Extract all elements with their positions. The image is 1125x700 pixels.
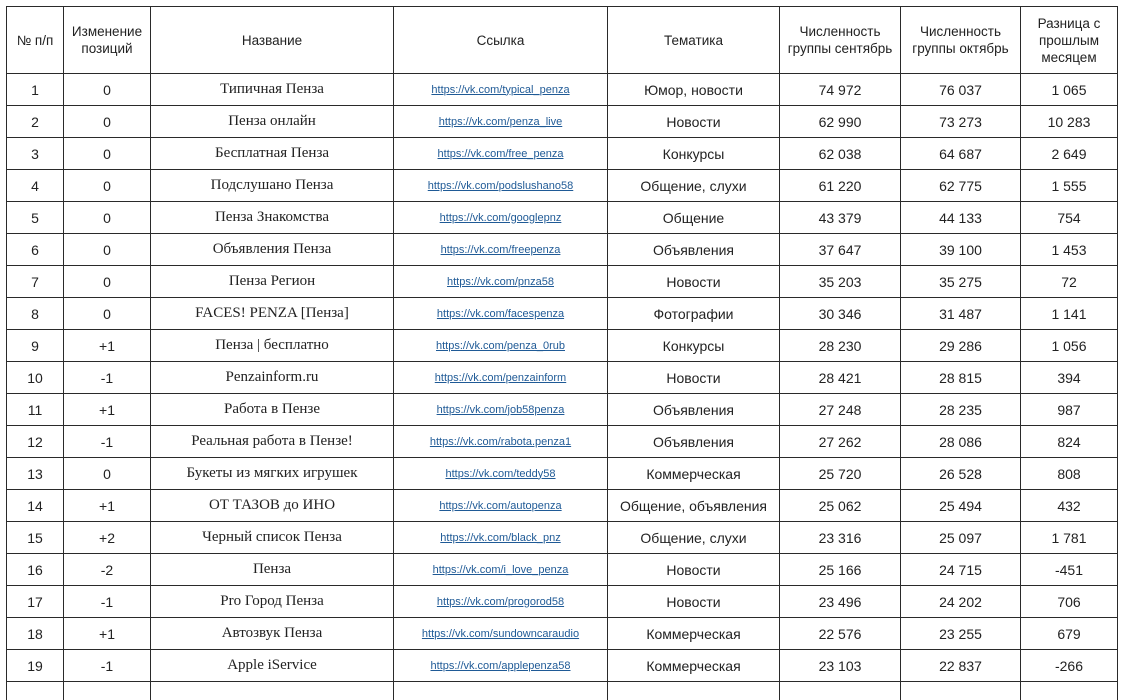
empty-cell (7, 682, 64, 700)
group-link[interactable]: https://vk.com/penza_0rub (436, 340, 565, 352)
cell-change: -2 (64, 554, 151, 586)
cell-diff: 824 (1021, 426, 1118, 458)
header-october: Численность группы октябрь (901, 7, 1021, 74)
cell-name: FACES! PENZA [Пенза] (151, 298, 394, 330)
table-row (7, 298, 1118, 330)
table-row (7, 618, 1118, 650)
cell-change: 0 (64, 266, 151, 298)
cell-october: 64 687 (901, 138, 1021, 170)
cell-topic: Общение, слухи (608, 522, 780, 554)
cell-name: Букеты из мягких игрушек (151, 458, 394, 490)
cell-num: 3 (7, 138, 64, 170)
cell-september: 37 647 (780, 234, 901, 266)
group-link[interactable]: https://vk.com/sundowncaraudio (422, 628, 579, 640)
cell-october: 73 273 (901, 106, 1021, 138)
cell-num: 12 (7, 426, 64, 458)
group-link[interactable]: https://vk.com/podslushano58 (428, 180, 574, 192)
cell-name: Бесплатная Пенза (151, 138, 394, 170)
cell-name: Объявления Пенза (151, 234, 394, 266)
cell-september: 25 166 (780, 554, 901, 586)
header-link: Ссылка (394, 7, 608, 74)
cell-diff: -451 (1021, 554, 1118, 586)
cell-october: 31 487 (901, 298, 1021, 330)
table-row (7, 394, 1118, 426)
cell-name: Черный список Пенза (151, 522, 394, 554)
cell-num: 7 (7, 266, 64, 298)
cell-september: 61 220 (780, 170, 901, 202)
cell-diff: 1 065 (1021, 74, 1118, 106)
cell-september: 23 316 (780, 522, 901, 554)
cell-num: 6 (7, 234, 64, 266)
cell-september: 62 990 (780, 106, 901, 138)
cell-topic: Коммерческая (608, 458, 780, 490)
cell-num: 9 (7, 330, 64, 362)
cell-topic: Новости (608, 554, 780, 586)
cell-change: 0 (64, 138, 151, 170)
cell-change: -1 (64, 586, 151, 618)
cell-name: Типичная Пенза (151, 74, 394, 106)
cell-diff: 2 649 (1021, 138, 1118, 170)
cell-link (394, 330, 608, 362)
header-topic: Тематика (608, 7, 780, 74)
cell-change: 0 (64, 234, 151, 266)
cell-link (394, 106, 608, 138)
cell-link (394, 266, 608, 298)
group-link[interactable]: https://vk.com/i_love_penza (433, 564, 569, 576)
cell-topic: Фотографии (608, 298, 780, 330)
cell-topic: Конкурсы (608, 330, 780, 362)
cell-topic: Общение, слухи (608, 170, 780, 202)
cell-link (394, 394, 608, 426)
cell-link (394, 554, 608, 586)
empty-cell (901, 682, 1021, 700)
cell-diff: 72 (1021, 266, 1118, 298)
group-link[interactable]: https://vk.com/penzainform (435, 372, 566, 384)
cell-diff: -266 (1021, 650, 1118, 682)
cell-name: Пенза Знакомства (151, 202, 394, 234)
cell-name: Пенза (151, 554, 394, 586)
cell-october: 28 815 (901, 362, 1021, 394)
cell-october: 35 275 (901, 266, 1021, 298)
cell-diff: 432 (1021, 490, 1118, 522)
cell-num: 11 (7, 394, 64, 426)
group-link[interactable]: https://vk.com/freepenza (441, 244, 561, 256)
cell-name: Подслушано Пенза (151, 170, 394, 202)
cell-october: 26 528 (901, 458, 1021, 490)
cell-september: 23 103 (780, 650, 901, 682)
group-link[interactable]: https://vk.com/autopenza (439, 500, 561, 512)
group-link[interactable]: https://vk.com/googlepnz (440, 212, 562, 224)
cell-topic: Конкурсы (608, 138, 780, 170)
cell-september: 25 062 (780, 490, 901, 522)
cell-october: 62 775 (901, 170, 1021, 202)
empty-cell (151, 682, 394, 700)
cell-num: 17 (7, 586, 64, 618)
cell-link (394, 170, 608, 202)
cell-topic: Общение (608, 202, 780, 234)
cell-name: Penzainform.ru (151, 362, 394, 394)
cell-num: 10 (7, 362, 64, 394)
cell-september: 28 421 (780, 362, 901, 394)
cell-name: Реальная работа в Пензе! (151, 426, 394, 458)
cell-change: +1 (64, 394, 151, 426)
cell-topic: Общение, объявления (608, 490, 780, 522)
cell-diff: 1 555 (1021, 170, 1118, 202)
cell-september: 28 230 (780, 330, 901, 362)
cell-topic: Юмор, новости (608, 74, 780, 106)
cell-num: 1 (7, 74, 64, 106)
group-link[interactable]: https://vk.com/facespenza (437, 308, 564, 320)
group-link[interactable]: https://vk.com/job58penza (437, 404, 565, 416)
cell-october: 28 086 (901, 426, 1021, 458)
cell-change: -1 (64, 362, 151, 394)
cell-name: Пенза Регион (151, 266, 394, 298)
cell-october: 25 494 (901, 490, 1021, 522)
cell-diff: 10 283 (1021, 106, 1118, 138)
cell-num: 15 (7, 522, 64, 554)
cell-link (394, 138, 608, 170)
cell-change: 0 (64, 106, 151, 138)
cell-october: 24 202 (901, 586, 1021, 618)
cell-september: 23 496 (780, 586, 901, 618)
cell-link (394, 74, 608, 106)
cell-diff: 1 453 (1021, 234, 1118, 266)
cell-september: 43 379 (780, 202, 901, 234)
cell-name: Пенза | бесплатно (151, 330, 394, 362)
header-name: Название (151, 7, 394, 74)
cell-num: 16 (7, 554, 64, 586)
cell-num: 4 (7, 170, 64, 202)
group-link[interactable]: https://vk.com/typical_penza (431, 84, 569, 96)
cell-october: 23 255 (901, 618, 1021, 650)
cell-topic: Новости (608, 266, 780, 298)
cell-change: 0 (64, 170, 151, 202)
table-row (7, 266, 1118, 298)
cell-link (394, 490, 608, 522)
cell-num: 5 (7, 202, 64, 234)
table-row (7, 330, 1118, 362)
cell-name: Пенза онлайн (151, 106, 394, 138)
cell-topic: Коммерческая (608, 650, 780, 682)
table-row (7, 170, 1118, 202)
cell-diff: 1 056 (1021, 330, 1118, 362)
cell-change: +1 (64, 330, 151, 362)
cell-october: 76 037 (901, 74, 1021, 106)
cell-num: 2 (7, 106, 64, 138)
group-link[interactable]: https://vk.com/rabota.penza1 (430, 436, 571, 448)
group-link[interactable]: https://vk.com/applepenza58 (430, 660, 570, 672)
header-change: Изменение позиций (64, 7, 151, 74)
cell-link (394, 458, 608, 490)
cell-topic: Объявления (608, 394, 780, 426)
cell-october: 44 133 (901, 202, 1021, 234)
cell-september: 25 720 (780, 458, 901, 490)
cell-num: 19 (7, 650, 64, 682)
cell-link (394, 522, 608, 554)
cell-diff: 808 (1021, 458, 1118, 490)
cell-link (394, 362, 608, 394)
table-row (7, 458, 1118, 490)
cell-september: 74 972 (780, 74, 901, 106)
cell-topic: Объявления (608, 234, 780, 266)
table-row (7, 490, 1118, 522)
cell-link (394, 586, 608, 618)
cell-october: 28 235 (901, 394, 1021, 426)
cell-change: 0 (64, 458, 151, 490)
cell-change: 0 (64, 202, 151, 234)
table-row (7, 586, 1118, 618)
cell-num: 18 (7, 618, 64, 650)
cell-name: Apple iService (151, 650, 394, 682)
group-link[interactable]: https://vk.com/teddy58 (445, 468, 555, 480)
header-num: № п/п (7, 7, 64, 74)
empty-cell (608, 682, 780, 700)
cell-october: 29 286 (901, 330, 1021, 362)
cell-name: Автозвук Пенза (151, 618, 394, 650)
cell-september: 22 576 (780, 618, 901, 650)
cell-link (394, 618, 608, 650)
cell-num: 13 (7, 458, 64, 490)
cell-change: +1 (64, 618, 151, 650)
table-row (7, 202, 1118, 234)
table-row (7, 106, 1118, 138)
cell-change: 0 (64, 298, 151, 330)
cell-september: 62 038 (780, 138, 901, 170)
table-row (7, 426, 1118, 458)
cell-change: 0 (64, 74, 151, 106)
header-row (7, 7, 1118, 74)
empty-cell (394, 682, 608, 700)
cell-diff: 1 141 (1021, 298, 1118, 330)
cell-link (394, 202, 608, 234)
cell-diff: 754 (1021, 202, 1118, 234)
cell-diff: 706 (1021, 586, 1118, 618)
cell-num: 8 (7, 298, 64, 330)
cell-change: +1 (64, 490, 151, 522)
cell-topic: Новости (608, 586, 780, 618)
cell-october: 22 837 (901, 650, 1021, 682)
empty-cell (1021, 682, 1118, 700)
cell-link (394, 234, 608, 266)
table-row (7, 234, 1118, 266)
cell-change: -1 (64, 426, 151, 458)
group-link[interactable]: https://vk.com/progorod58 (437, 596, 564, 608)
empty-cell (780, 682, 901, 700)
cell-diff: 394 (1021, 362, 1118, 394)
cell-september: 35 203 (780, 266, 901, 298)
cell-october: 25 097 (901, 522, 1021, 554)
group-link[interactable]: https://vk.com/penza_live (439, 116, 563, 128)
header-september: Численность группы сентябрь (780, 7, 901, 74)
cell-link (394, 298, 608, 330)
cell-diff: 679 (1021, 618, 1118, 650)
cell-name: Pro Город Пенза (151, 586, 394, 618)
table-body (7, 74, 1118, 700)
cell-change: +2 (64, 522, 151, 554)
cell-num: 14 (7, 490, 64, 522)
group-link[interactable]: https://vk.com/pnza58 (447, 276, 554, 288)
cell-link (394, 426, 608, 458)
cell-topic: Коммерческая (608, 618, 780, 650)
cell-name: ОТ ТАЗОВ до ИНО (151, 490, 394, 522)
cell-september: 27 248 (780, 394, 901, 426)
rating-table (6, 6, 1118, 700)
table-row (7, 362, 1118, 394)
cell-september: 27 262 (780, 426, 901, 458)
group-link[interactable]: https://vk.com/free_penza (438, 148, 564, 160)
table-row (7, 74, 1118, 106)
cell-link (394, 650, 608, 682)
table-row (7, 650, 1118, 682)
cell-diff: 987 (1021, 394, 1118, 426)
cell-october: 24 715 (901, 554, 1021, 586)
group-link[interactable]: https://vk.com/black_pnz (440, 532, 560, 544)
cell-diff: 1 781 (1021, 522, 1118, 554)
table-row (7, 554, 1118, 586)
cell-october: 39 100 (901, 234, 1021, 266)
table-row-partial (7, 682, 1118, 700)
empty-cell (64, 682, 151, 700)
table-row (7, 138, 1118, 170)
cell-topic: Новости (608, 106, 780, 138)
cell-name: Работа в Пензе (151, 394, 394, 426)
cell-topic: Новости (608, 362, 780, 394)
cell-september: 30 346 (780, 298, 901, 330)
cell-topic: Объявления (608, 426, 780, 458)
header-diff: Разница с прошлым месяцем (1021, 7, 1118, 74)
cell-change: -1 (64, 650, 151, 682)
table-row (7, 522, 1118, 554)
